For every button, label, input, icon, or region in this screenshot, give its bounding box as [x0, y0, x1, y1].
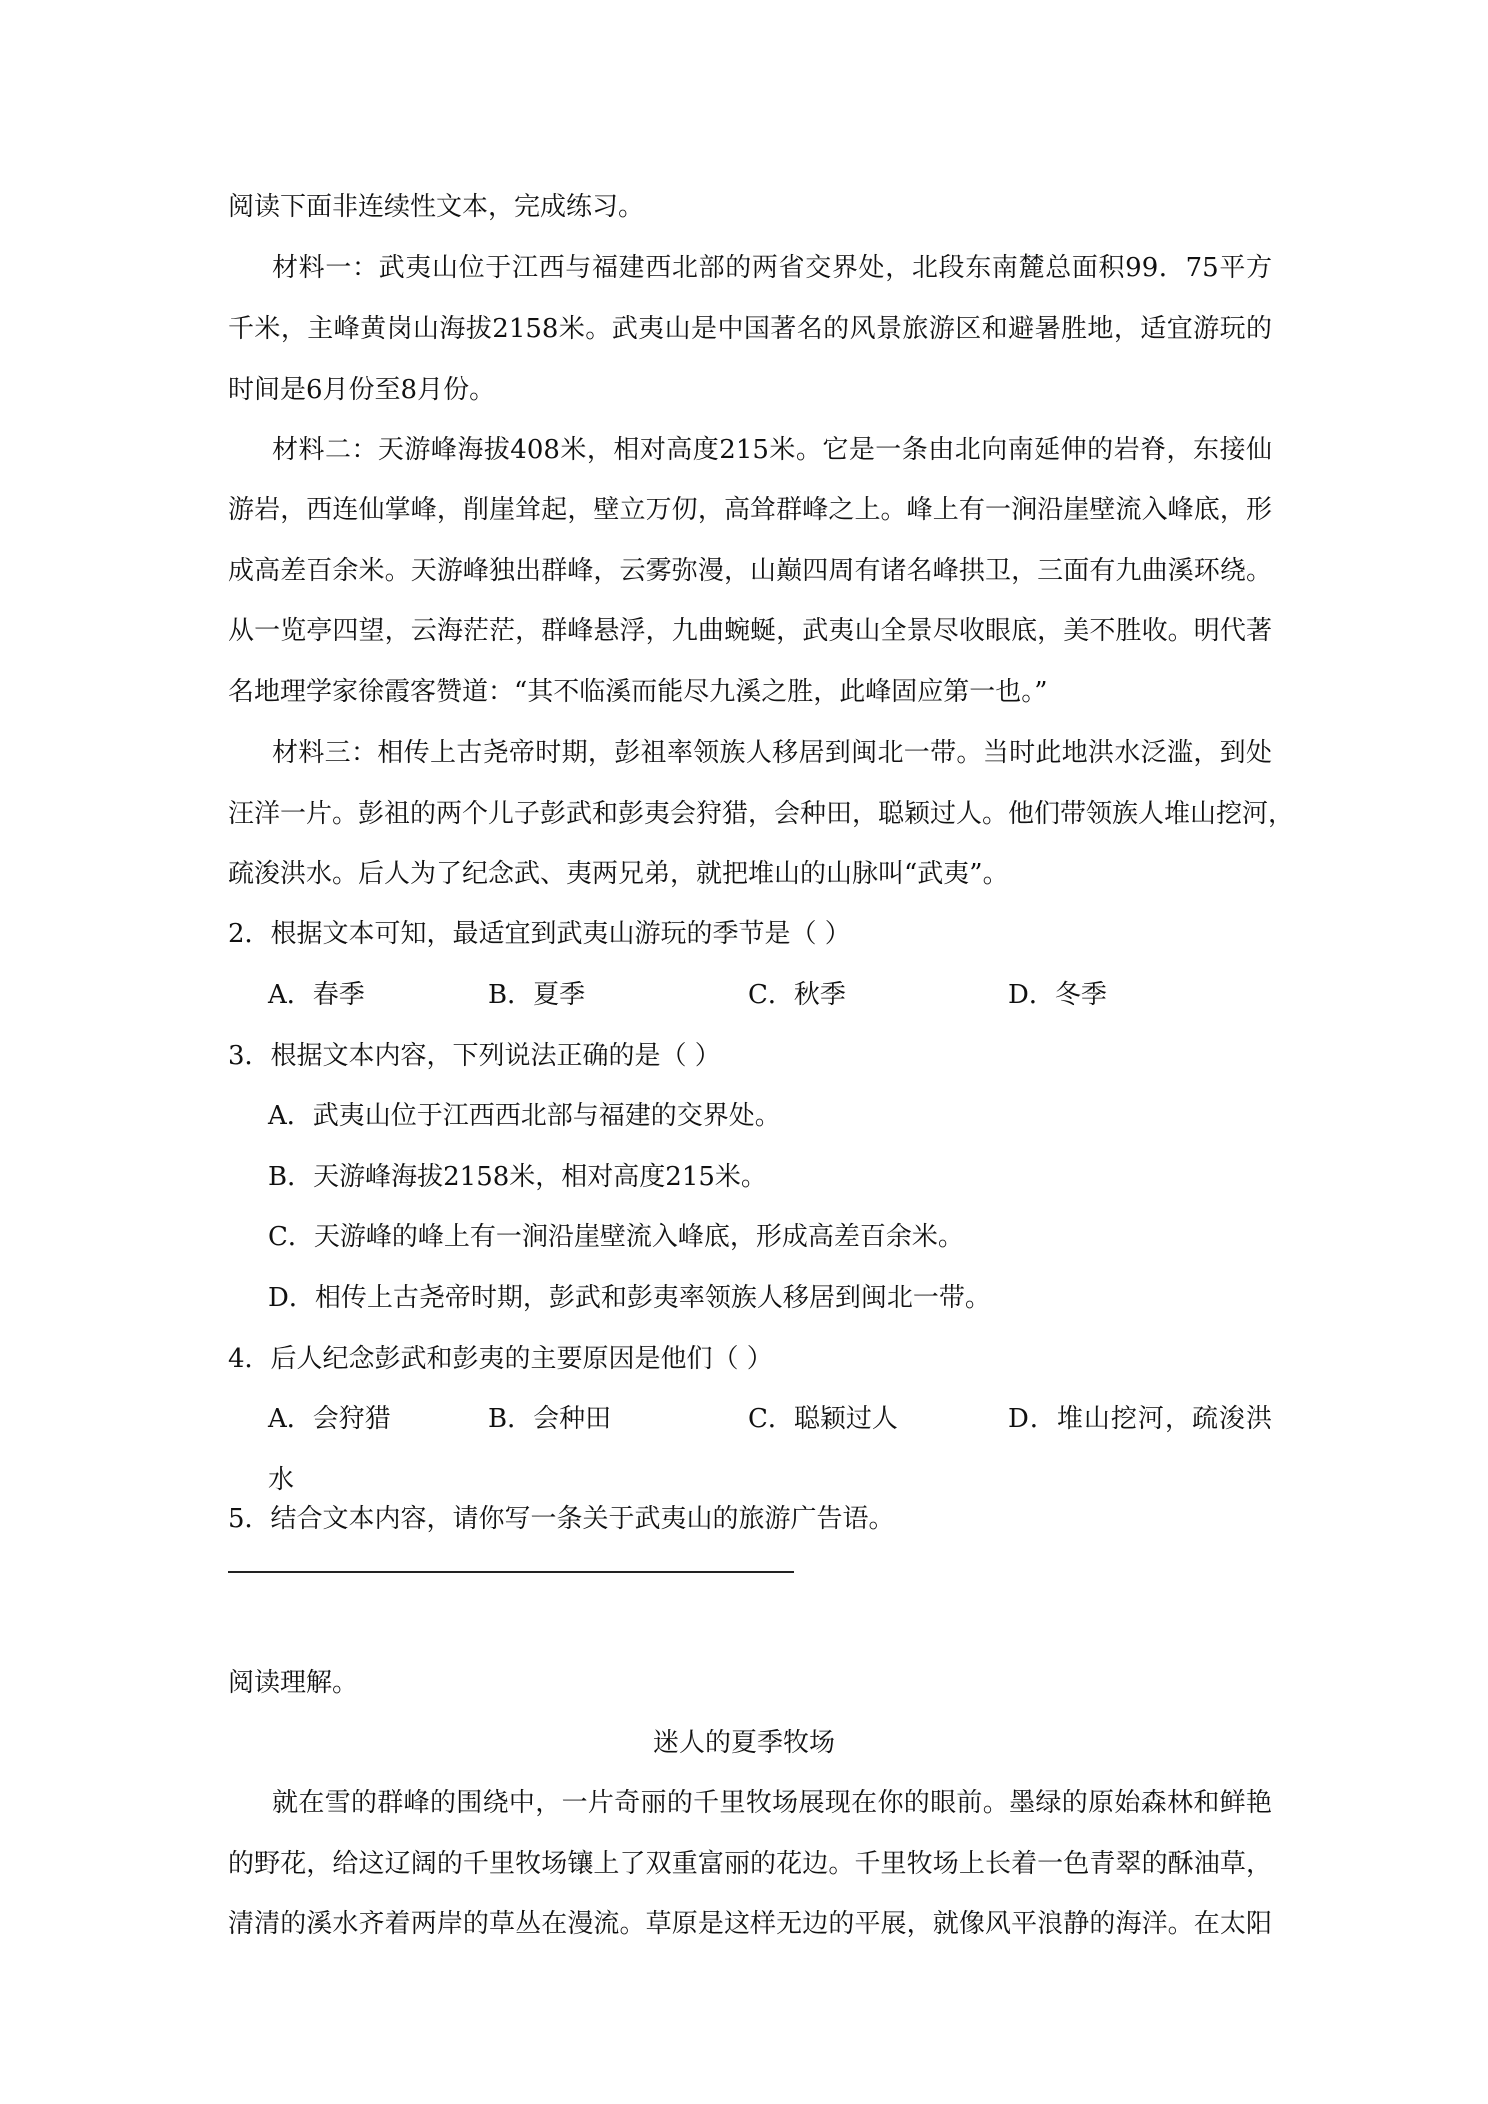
material2-line: 名地理学家徐霞客赞道：“其不临溪而能尽九溪之胜，此峰固应第一也。” — [228, 677, 1048, 707]
passage-line: 清清的溪水齐着两岸的草丛在漫流。草原是这样无边的平展，就像风平浪静的海洋。在太阳 — [228, 1909, 1272, 1939]
question-4-stem: 4．后人纪念彭武和彭夷的主要原因是他们（ ） — [228, 1344, 773, 1374]
q3-option-c[interactable]: C．天游峰的峰上有一涧沿崖壁流入峰底，形成高差百余米。 — [268, 1222, 964, 1252]
q4-option-d-wrap: 水 — [268, 1465, 295, 1495]
material3-line: 疏浚洪水。后人为了纪念武、夷两兄弟，就把堆山的山脉叫“武夷”。 — [228, 859, 1009, 889]
material3-line: 汪洋一片。彭祖的两个儿子彭武和彭夷会狩猎，会种田，聪颖过人。他们带领族人堆山挖河， — [228, 799, 1295, 829]
passage-line: 就在雪的群峰的围绕中，一片奇丽的千里牧场展现在你的眼前。墨绿的原始森林和鲜艳 — [272, 1788, 1272, 1818]
material2-line: 成高差百余米。天游峰独出群峰，云雾弥漫，山巅四周有诸名峰拱卫，三面有九曲溪环绕。 — [228, 556, 1272, 586]
q4-option-b[interactable]: B．会种田 — [488, 1404, 612, 1434]
material2-line: 从一览亭四望，云海茫茫，群峰悬浮，九曲蜿蜒，武夷山全景尽收眼底，美不胜收。明代著 — [228, 616, 1272, 646]
material1-line: 时间是6月份至8月份。 — [228, 375, 496, 405]
passage-line: 的野花，给这辽阔的千里牧场镶上了双重富丽的花边。千里牧场上长着一色青翠的酥油草， — [228, 1849, 1272, 1879]
question-3-stem: 3．根据文本内容，下列说法正确的是（ ） — [228, 1041, 721, 1071]
q3-option-a[interactable]: A．武夷山位于江西西北部与福建的交界处。 — [268, 1101, 781, 1131]
q2-option-a[interactable]: A．春季 — [268, 980, 365, 1010]
q4-option-a[interactable]: A．会狩猎 — [268, 1404, 391, 1434]
material1-line: 材料一：武夷山位于江西与福建西北部的两省交界处，北段东南麓总面积99．75平方 — [272, 253, 1272, 283]
material1-line: 千米，主峰黄岗山海拔2158米。武夷山是中国著名的风景旅游区和避暑胜地，适宜游玩的 — [228, 314, 1272, 344]
material2-line: 游岩，西连仙掌峰，削崖耸起，壁立万仞，高耸群峰之上。峰上有一涧沿崖壁流入峰底，形 — [228, 495, 1272, 525]
question-2-stem: 2．根据文本可知，最适宜到武夷山游玩的季节是（ ） — [228, 919, 851, 949]
passage-title: 迷人的夏季牧场 — [652, 1728, 835, 1758]
q2-option-d[interactable]: D．冬季 — [1008, 980, 1107, 1010]
material3-line: 材料三：相传上古尧帝时期，彭祖率领族人移居到闽北一带。当时此地洪水泛滥，到处 — [272, 738, 1272, 768]
question-5-stem: 5．结合文本内容，请你写一条关于武夷山的旅游广告语。 — [228, 1504, 895, 1534]
q2-option-c[interactable]: C．秋季 — [748, 980, 846, 1010]
q2-option-b[interactable]: B．夏季 — [488, 980, 586, 1010]
q3-option-d[interactable]: D．相传上古尧帝时期，彭武和彭夷率领族人移居到闽北一带。 — [268, 1283, 991, 1313]
q4-option-d[interactable]: D．堆山挖河，疏浚洪 — [1008, 1404, 1272, 1434]
q4-option-c[interactable]: C．聪颖过人 — [748, 1404, 898, 1434]
material2-line: 材料二：天游峰海拔408米，相对高度215米。它是一条由北向南延伸的岩脊，东接仙 — [272, 435, 1272, 465]
q3-option-b[interactable]: B．天游峰海拔2158米，相对高度215米。 — [268, 1162, 767, 1192]
section2-instruction: 阅读理解。 — [228, 1668, 359, 1698]
answer-blank-line[interactable] — [228, 1571, 794, 1573]
section1-instruction: 阅读下面非连续性文本，完成练习。 — [228, 192, 645, 222]
